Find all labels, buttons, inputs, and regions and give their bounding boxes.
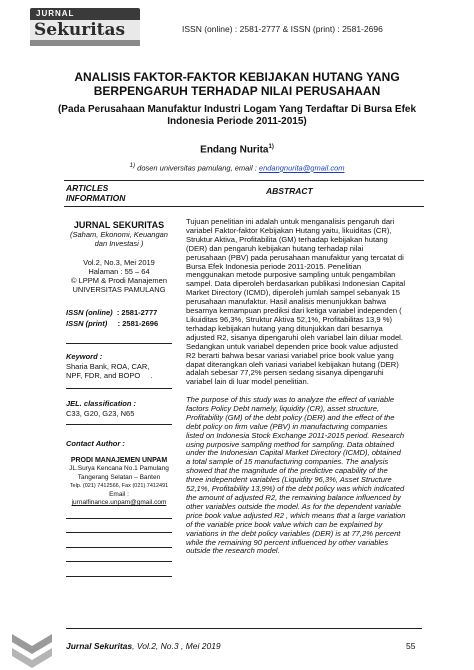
subtitle-line-2: Indonesia Periode 2011-2015) [167, 116, 307, 127]
page-number: 55 [406, 641, 416, 651]
contact-block [66, 457, 172, 507]
articles-information-header [66, 183, 125, 203]
abstract-en-line: three independent variables (Liquidity 96,3%, Asset Structure [186, 475, 392, 485]
abstract-en-line: Profitability (GM) of the debt policy (DER) and the effect of the [186, 412, 395, 422]
contact-email-label: Email : [109, 490, 129, 498]
issn-print-label: ISSN (print) [66, 319, 108, 328]
abstract-en-line: debt policy on firm value (PBV) in manufacturing companies [186, 421, 388, 431]
jel-value: C33, G20, G23, N65 [66, 408, 135, 418]
sidebar-volume: Vol.2, No.3, Mei 2019 [83, 258, 155, 267]
contact-email-link[interactable]: jurnalfinance.unpam@gmail.com [71, 499, 167, 507]
issn-online-value: : 2581-2777 [116, 308, 158, 317]
sidebar-copyright-1: © LPPM & Prodi Manajemen [71, 276, 167, 285]
abstract-id-line: dapat diterangkan oleh variasi variabel kebijakan hutang (DER) [186, 359, 399, 369]
sidebar-copyright-2: UNIVERSITAS PAMULANG [72, 285, 166, 294]
title-line-1: ANALISIS FAKTOR-FAKTOR KEBIJAKAN HUTANG YANG [74, 70, 400, 84]
keyword-line-1: Sharia Bank, ROA, CAR, [66, 361, 150, 371]
logo-subbar [30, 40, 140, 46]
abstract-id-line: besarnya kemampuan prediksi dari ketiga variabel independen ( [186, 306, 402, 316]
sidebar-pages: Halaman : 55 – 64 [88, 267, 150, 276]
abstract-id-line: adjusted R2, sisanya dipengaruhi oleh variabel lain diluar model. [186, 332, 403, 342]
sidebar-rule-3 [66, 424, 172, 425]
sidebar-journal-desc-1: (Saham, Ekonomi, Keuangan [70, 230, 168, 239]
contact-address-1: JL.Surya Kencana No.1 Pamulang [69, 465, 169, 473]
abstract-en-line: under the Indonesian Capital Market Directory (ICMD), obtained [186, 448, 401, 458]
affil-text: dosen universitas pamulang, email : [135, 163, 259, 173]
abstract-en-line: showed that the magnitude of the predictive capability of the [186, 466, 388, 476]
keyword-line-2: NPF, FDR, and BOPO [66, 371, 141, 380]
logo-main-text: Sekuritas [30, 20, 140, 40]
abstract-id-line: adalah sebesar 77,2% persen sedang sisanya dipengaruhi [186, 368, 384, 378]
articles-header-line-2: INFORMATION [66, 193, 126, 203]
contact-telephone: Telp. (021) 7412566, Fax (021) 7412491 [69, 483, 169, 490]
abstract-indonesian [186, 218, 424, 387]
abstract-id-line: Bursa Efek Indonesia periode 2011-2015. Penelitian [186, 261, 362, 271]
keyword-dot: . [150, 371, 153, 380]
abstract-en-line: a total sample of 15 manufacturing companies. The analysis [186, 457, 389, 467]
sidebar-rule-2 [66, 388, 172, 389]
abstract-id-line: Market Directory (ICMD), diperoleh jumlah sampel sebanyak 15 [186, 288, 400, 298]
abstract-header: ABSTRACT [266, 186, 313, 196]
logo-top-text: JURNAL [30, 8, 140, 20]
author-sup: 1) [268, 144, 274, 150]
sidebar-rule-5 [66, 532, 172, 533]
abstract-id-line: perusahaan (PBV) pada perusahaan manufaktur yang tercatat di [186, 252, 404, 262]
sidebar-keywords [66, 352, 172, 381]
sidebar-rule-6 [66, 547, 172, 548]
footer-citation [66, 641, 221, 651]
abstract-en-line: while the remaining 90 percent influenced by other variables [186, 537, 389, 547]
abstract-id-line: variabel Faktor-faktor Kebijakan Hutang yaitu, likuiditas (CR), [186, 225, 392, 235]
sidebar-journal-name: JURNAL SEKURITAS [73, 220, 165, 230]
abstract-id-line: R2 berarti bahwa besar variasi variabel price book value yang [186, 350, 394, 360]
article-subtitle [40, 104, 434, 128]
sidebar-jel [66, 399, 172, 418]
author-affiliation [20, 162, 454, 173]
header-rule [64, 206, 424, 207]
abstract-en-line: outside the research model. [186, 546, 280, 556]
abstract-id-line: sampel. Data diperoleh berdasarkan publikasi Indonesian Capital [186, 279, 406, 289]
issn-print-value: : 2581-2696 [117, 319, 159, 328]
abstract-id-line: perusahaan manufaktur. Hasil analisis menunjukkan bahwa [186, 297, 387, 307]
jel-label: JEL. classification : [66, 399, 137, 408]
abstract-id-line: Sedangkan untuk variabel dependen price book value adjusted [186, 341, 398, 351]
journal-logo [30, 8, 140, 46]
abstract-en-line: variations in the debt policy variables (DER) is at 77,2% percent [186, 528, 401, 538]
abstract-id-line: Struktur Aktiva, Profitabilita (GM) terhadap kebijakan hutang [186, 234, 388, 244]
contact-label: Contact Author : [66, 439, 125, 448]
abstract-id-line: Tujuan penelitian ini adalah untuk menganalisis pengaruh dari [186, 217, 395, 226]
keyword-label: Keyword : [66, 352, 103, 361]
issn-online-label: ISSN (online) [66, 308, 113, 317]
articles-header-line-1: ARTICLES [66, 183, 109, 193]
footer-rule [66, 628, 422, 629]
abstract-en-line: The purpose of this study was to analyze the effect of variable [186, 395, 395, 404]
abstract-en-line: of the variable price book value which can be explained by [186, 519, 383, 529]
sidebar-rule-8 [66, 576, 172, 577]
author-text: Endang Nurita [200, 144, 269, 156]
sidebar-issn [66, 307, 172, 329]
abstract-id-line: variabel lain di luar model penelitian. [186, 377, 309, 387]
sidebar-journal-info [66, 220, 172, 294]
abstract-id-line: Likuiditas 96,3%, Struktur Aktiva 52,1%, Profitabilitas 13,9 %) [186, 314, 392, 324]
affil-sup: 1) [129, 162, 136, 169]
abstract-id-line: menggunakan metode purposive sampling untuk pengambilan [186, 270, 396, 280]
abstract-en-line: price book value adjusted R2 , which means that a large variation [186, 510, 406, 520]
abstract-english [186, 396, 424, 556]
footer-journal-name: Jurnal Sekuritas [66, 641, 133, 651]
abstract-en-line: the amount of adjusted R2, the remaining balance influenced by [186, 492, 401, 502]
article-title [20, 70, 454, 98]
header-issn: ISSN (online) : 2581-2777 & ISSN (print) : 2581-2696 [182, 24, 383, 34]
subtitle-line-1: (Pada Perusahaan Manufaktur Industri Logam Yang Terdaftar Di Bursa Efek [57, 104, 417, 115]
author-name [20, 144, 454, 155]
sidebar-rule-7 [66, 561, 172, 562]
abstract-en-line: factors Policy Debt namely, liquidity (CR), asset structure, [186, 403, 380, 413]
abstract-en-line: other variables outside the model. As for the dependent variable [186, 501, 402, 511]
abstract-en-line: listed on Indonesia Stock Exchange 2011-2015 period. Research [186, 430, 405, 440]
author-email-link[interactable]: endangnurita@gmail.com [258, 163, 345, 173]
abstract-id-line: terhadap kebijakan hutang yang ditunjukkan dari besarnya [186, 323, 383, 333]
abstract-en-line: 52,1%, Profitability 13,9%) of the debt policy was which indicated [186, 484, 405, 494]
contact-org: PRODI MANAJEMEN UNPAM [70, 457, 168, 464]
sidebar-rule-4 [66, 518, 172, 519]
footer-issue: , Vol.2, No.3 , Mei 2019 [132, 641, 221, 651]
abstract-id-line: (DER) dan pengaruh kebijakan hutang terhadap nilai [186, 243, 364, 253]
sidebar-rule-1 [66, 343, 172, 344]
abstract-en-line: using purposive sampling method for sampling. Data obtained [186, 439, 395, 449]
sidebar-journal-desc-2: dan Investasi ) [94, 239, 144, 248]
footer-chevron-icon [12, 628, 52, 668]
top-rule [64, 180, 424, 181]
contact-address-2: Tangerang Selatan – Banten [77, 473, 161, 481]
title-line-2: BERPENGARUH TERHADAP NILAI PERUSAHAAN [93, 84, 381, 98]
